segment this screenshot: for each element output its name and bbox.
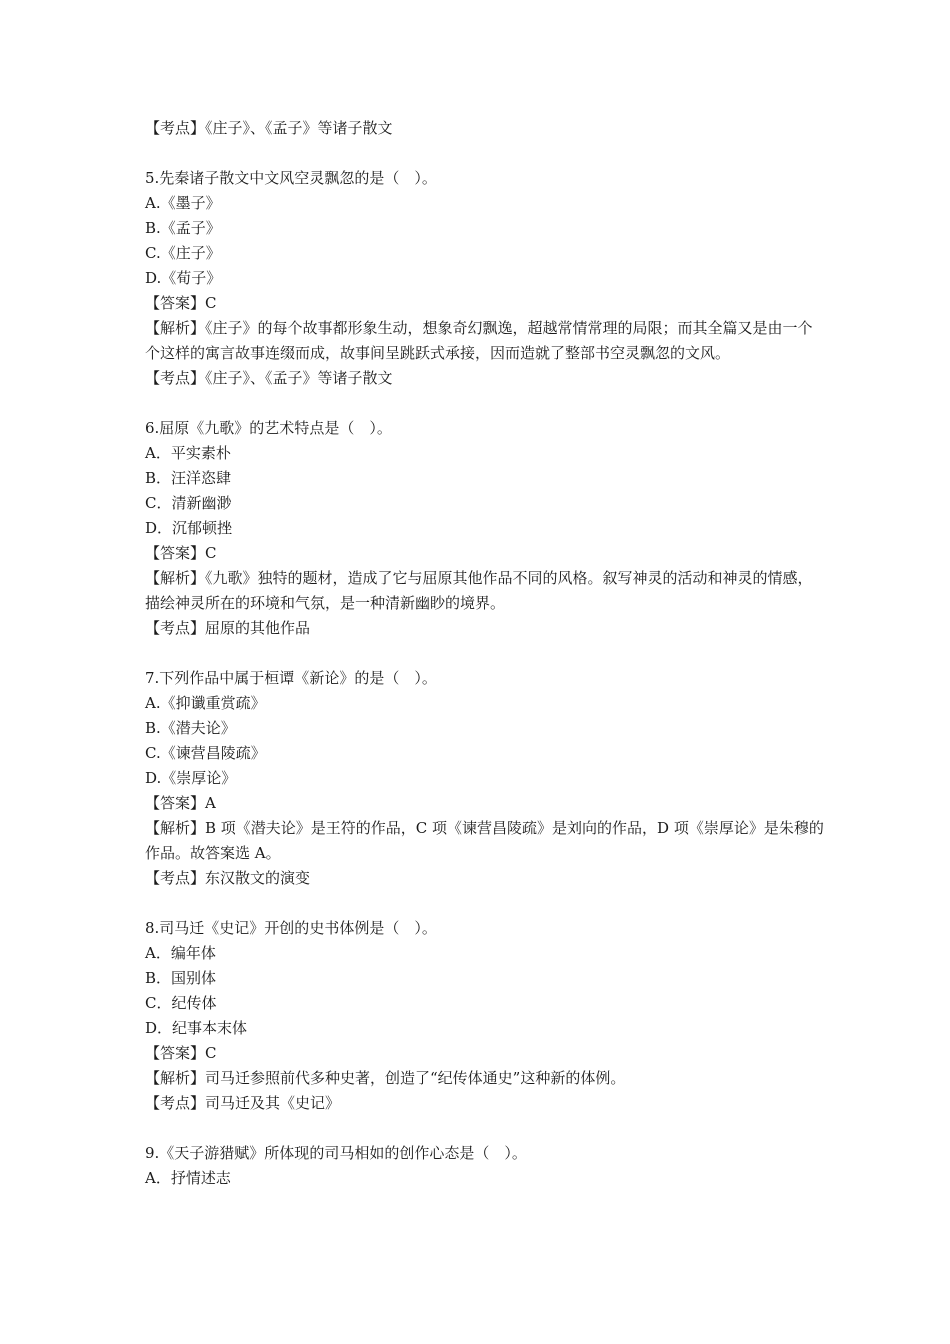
question: 6.屈原《九歌》的艺术特点是（ ）。: [145, 419, 392, 437]
answer: 【答案】C: [145, 1044, 217, 1062]
explanation: 【解析】B 项《潜夫论》是王符的作品，C 项《谏营昌陵疏》是刘向的作品，D 项《崇厚论》是朱穆的作品。故答案选 A。: [145, 819, 824, 862]
exam-point: 【考点】东汉散文的演变: [145, 869, 311, 887]
option: A.《墨子》: [145, 194, 221, 212]
explanation: 【解析】《九歌》独特的题材，造成了它与屈原其他作品不同的风格。叙写神灵的活动和神灵的情感，描绘神灵所在的环境和气氛，是一种清新幽眇的境界。: [145, 569, 813, 612]
answer: 【答案】A: [145, 794, 216, 812]
option: C.《谏营昌陵疏》: [145, 744, 266, 762]
option: A.《抑谶重赏疏》: [145, 694, 266, 712]
spacer: [145, 391, 825, 416]
spacer: [145, 1116, 825, 1141]
answer: 【答案】C: [145, 544, 217, 562]
option: D．沉郁顿挫: [145, 519, 233, 537]
explanation: 【解析】《庄子》的每个故事都形象生动，想象奇幻飘逸，超越常情常理的局限；而其全篇又是由一个个这样的寓言故事连缀而成，故事间呈跳跃式承接，因而造就了整部书空灵飘忽的文风。: [145, 319, 813, 362]
option: A．编年体: [145, 944, 216, 962]
option: B．国别体: [145, 969, 217, 987]
option: B.《孟子》: [145, 219, 221, 237]
exam-point: 【考点】《庄子》、《孟子》等诸子散文: [145, 119, 393, 137]
exam-point: 【考点】屈原的其他作品: [145, 619, 311, 637]
exam-point: 【考点】《庄子》、《孟子》等诸子散文: [145, 369, 393, 387]
option: C．清新幽渺: [145, 494, 232, 512]
exam-point: 【考点】司马迁及其《史记》: [145, 1094, 341, 1112]
option: A．平实素朴: [145, 444, 231, 462]
option: D．纪事本末体: [145, 1019, 248, 1037]
option: C．纪传体: [145, 994, 217, 1012]
document-page: [145, 116, 825, 1191]
question: 8.司马迁《史记》开创的史书体例是（ ）。: [145, 919, 437, 937]
option: B.《潜夫论》: [145, 719, 236, 737]
option: D.《崇厚论》: [145, 769, 237, 787]
question: 7.下列作品中属于桓谭《新论》的是（ ）。: [145, 669, 437, 687]
spacer: [145, 141, 825, 166]
explanation: 【解析】司马迁参照前代多种史著，创造了“纪传体通史”这种新的体例。: [145, 1069, 626, 1087]
spacer: [145, 641, 825, 666]
answer: 【答案】C: [145, 294, 217, 312]
question: 5.先秦诸子散文中文风空灵飘忽的是（ ）。: [145, 169, 437, 187]
question: 9.《天子游猎赋》所体现的司马相如的创作心态是（ ）。: [145, 1144, 527, 1162]
option: D.《荀子》: [145, 269, 222, 287]
option: C.《庄子》: [145, 244, 221, 262]
option: B．汪洋恣肆: [145, 469, 232, 487]
spacer: [145, 891, 825, 916]
option: A．抒情述志: [145, 1169, 231, 1187]
